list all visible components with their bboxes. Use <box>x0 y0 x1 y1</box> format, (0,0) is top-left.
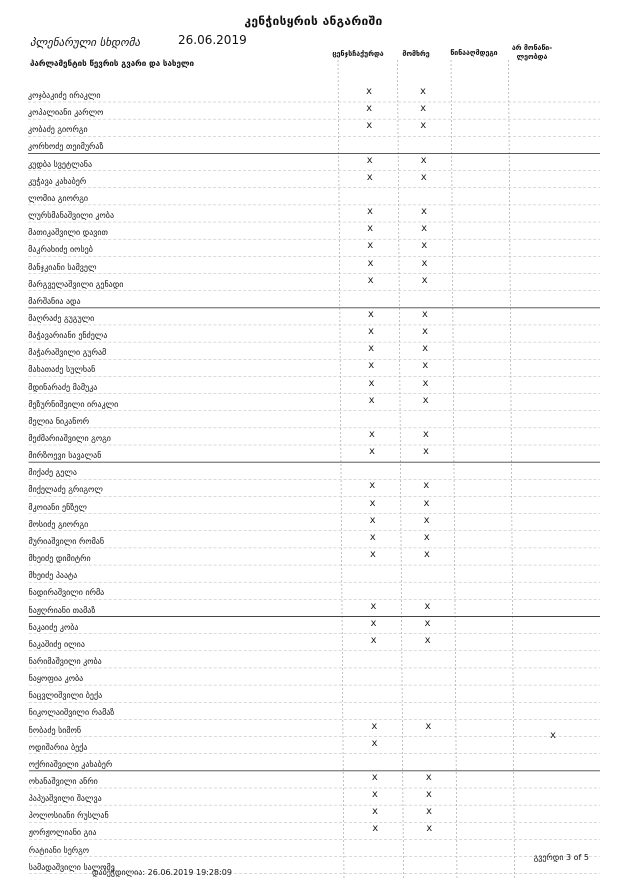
vote-for-mark: x <box>423 497 430 509</box>
registered-mark: x <box>368 326 375 338</box>
page-number: გვერდი 3 of 5 <box>533 853 589 862</box>
member-name: მაჭარაშვილი გურამ <box>28 348 107 358</box>
vote-for-mark: x <box>420 86 427 97</box>
registered-mark: x <box>370 634 377 646</box>
member-name: მარშანია ადა <box>28 296 81 306</box>
registered-mark: x <box>371 772 378 783</box>
registered-mark: x <box>368 343 375 355</box>
vote-for-mark: x <box>426 806 433 818</box>
member-name: პოლოსიანი რუსლან <box>28 811 109 821</box>
registered-mark: x <box>371 737 378 749</box>
registered-mark: x <box>366 171 373 183</box>
member-name: ოხანაშვილი ანრი <box>28 777 98 786</box>
member-name: მოსიძე გიორგი <box>28 519 89 529</box>
member-name: მურიაშვილი რომან <box>28 536 105 546</box>
vote-for-mark: x <box>420 154 427 166</box>
member-name: მარგველაშვილი გენადი <box>28 279 124 289</box>
vote-for-mark: x <box>423 549 430 561</box>
registered-mark: x <box>369 549 376 561</box>
vote-for-mark: x <box>423 531 430 543</box>
registered-mark: x <box>368 360 375 372</box>
vote-for-mark: x <box>421 206 428 218</box>
member-name: მაკრახიძე იოსებ <box>28 245 93 255</box>
printed-at: 26.06.2019 19:28:09 <box>147 868 232 877</box>
vote-for-mark: x <box>426 823 433 835</box>
vote-for-mark: x <box>424 617 431 629</box>
member-name: მიქელაძე გრიგოლ <box>28 485 103 495</box>
session-date: 26.06.2019 <box>178 33 247 47</box>
member-name: რატიანი სერგო <box>28 845 90 855</box>
print-timestamp <box>92 868 232 877</box>
member-name: მაღრაძე გუგული <box>28 313 95 323</box>
registered-mark: x <box>371 720 378 732</box>
vote-for-mark: x <box>423 480 430 492</box>
member-name: მხეიძე პაატა <box>28 571 78 581</box>
vote-for-mark: x <box>421 274 428 286</box>
column-header-for: მომხრე <box>402 50 430 58</box>
stray-margin-mark: x <box>550 729 557 741</box>
registered-mark: x <box>369 514 376 526</box>
member-name: ნაცვლიშვილი ბექა <box>28 691 103 701</box>
vote-for-mark: x <box>420 103 427 115</box>
member-name: მათიკაშვილი დავით <box>28 228 108 238</box>
registered-mark: x <box>367 308 374 320</box>
member-name: ნაყოფია კობა <box>28 674 84 684</box>
vote-for-mark: x <box>420 171 427 183</box>
vote-for-mark: x <box>422 429 429 440</box>
member-name: კობაძე გიორგი <box>28 125 88 135</box>
registered-mark: x <box>366 86 373 97</box>
member-name: პაპუაშვილი შალვა <box>28 794 102 804</box>
column-divider <box>398 60 404 879</box>
vote-for-mark: x <box>425 789 432 801</box>
vote-for-mark: x <box>422 377 429 389</box>
member-name: ნობაძე სიმონ <box>28 725 82 735</box>
vote-for-mark: x <box>424 600 431 612</box>
registered-mark: x <box>369 446 376 458</box>
registered-mark: x <box>367 206 374 218</box>
column-header-against: წინააღმდეგი <box>450 49 498 57</box>
column-header-registered: ცენჯსჩაქურდა <box>332 50 384 58</box>
member-name: ოქრიაშვილი კახაბერ <box>28 759 113 769</box>
member-name: ლომია გიორგი <box>28 193 89 203</box>
vote-for-mark: x <box>421 223 428 235</box>
name-column-header: პარლამენტის წევრის გვარი და სახელი <box>30 59 194 68</box>
vote-for-mark: x <box>422 360 429 372</box>
vote-for-mark: x <box>420 120 427 132</box>
member-name: ნაკაიძე კობა <box>28 622 79 632</box>
member-name: მხეიძე დიმიტრი <box>28 554 91 564</box>
column-divider <box>338 60 344 879</box>
member-name: მიქაძე გელა <box>28 468 77 478</box>
member-name: კოჯბაკიძე ირაკლი <box>28 91 101 100</box>
member-name: ნაკაშიძე ილია <box>28 639 85 649</box>
member-name: მანჯკიანი სამველ <box>28 262 97 272</box>
member-name: ოდიშარია ბექა <box>28 742 88 752</box>
vote-for-mark: x <box>423 446 430 458</box>
registered-mark: x <box>372 806 379 818</box>
member-name: ნარიმაშვილი კობა <box>28 656 102 666</box>
member-name: მირზოევი სავალან <box>28 451 102 461</box>
registered-mark: x <box>367 257 374 269</box>
member-name: მეძმარიაშვილი გოგი <box>28 434 111 443</box>
registered-mark: x <box>367 223 374 235</box>
vote-for-mark: x <box>424 634 431 646</box>
member-name: კოპალიანი კარლო <box>28 108 104 118</box>
registered-mark: x <box>366 154 373 166</box>
member-name: მელია ნიკანორ <box>28 416 90 426</box>
vote-for-mark: x <box>425 720 432 732</box>
vote-for-mark: x <box>421 240 428 252</box>
member-name: მდინარაძე მამუკა <box>28 382 98 392</box>
printed-label: დაბეჭდილია: <box>92 868 146 877</box>
session-label: პლენარული სხდომა <box>30 36 141 49</box>
member-name: კორხოძე თეიმურაზ <box>28 142 104 152</box>
registered-mark: x <box>368 429 375 440</box>
member-name: ლურსმანაშვილი კობა <box>28 211 115 221</box>
vote-for-mark: x <box>425 772 432 783</box>
registered-mark: x <box>371 789 378 801</box>
column-header-abstained: არ მონაწი-ლეობდა <box>511 44 553 61</box>
vote-for-mark: x <box>421 308 428 320</box>
vote-for-mark: x <box>422 343 429 355</box>
member-name: ნაჟღრიანი თამაზ <box>28 605 96 615</box>
member-name: კუჭავა კახაბერ <box>28 176 87 186</box>
member-name: ნადირაშვილი ირმა <box>28 588 105 598</box>
registered-mark: x <box>366 120 373 132</box>
document-title: კენჭისყრის ანგარიში <box>244 14 383 28</box>
registered-mark: x <box>369 531 376 543</box>
member-name: მახათაძე სულხან <box>28 365 96 375</box>
vote-for-mark: x <box>421 257 428 269</box>
registered-mark: x <box>366 103 373 115</box>
registered-mark: x <box>370 600 377 612</box>
member-name: კუდბა სვეტლანა <box>28 159 93 169</box>
registered-mark: x <box>372 823 379 835</box>
column-divider <box>451 60 457 879</box>
member-name: სამადაშვილი სალომე <box>28 862 115 872</box>
column-divider <box>509 60 515 879</box>
registered-mark: x <box>369 480 376 492</box>
registered-mark: x <box>367 240 374 252</box>
registered-mark: x <box>367 274 374 286</box>
registered-mark: x <box>369 497 376 509</box>
member-name: ნიკოლაიშვილი რამაზ <box>28 708 115 718</box>
member-name: მაჭავარიანი ენძელა <box>28 331 108 341</box>
registered-mark: x <box>368 377 375 389</box>
vote-for-mark: x <box>423 514 430 526</box>
vote-for-mark: x <box>422 394 429 406</box>
member-name: მეზურნიშვილი ირაკლი <box>28 399 119 409</box>
member-name: ჟორჟოლიანი გია <box>28 828 97 838</box>
member-name: მკოიანი ენზელ <box>28 502 87 512</box>
vote-for-mark: x <box>422 326 429 338</box>
registered-mark: x <box>370 617 377 629</box>
registered-mark: x <box>368 394 375 406</box>
